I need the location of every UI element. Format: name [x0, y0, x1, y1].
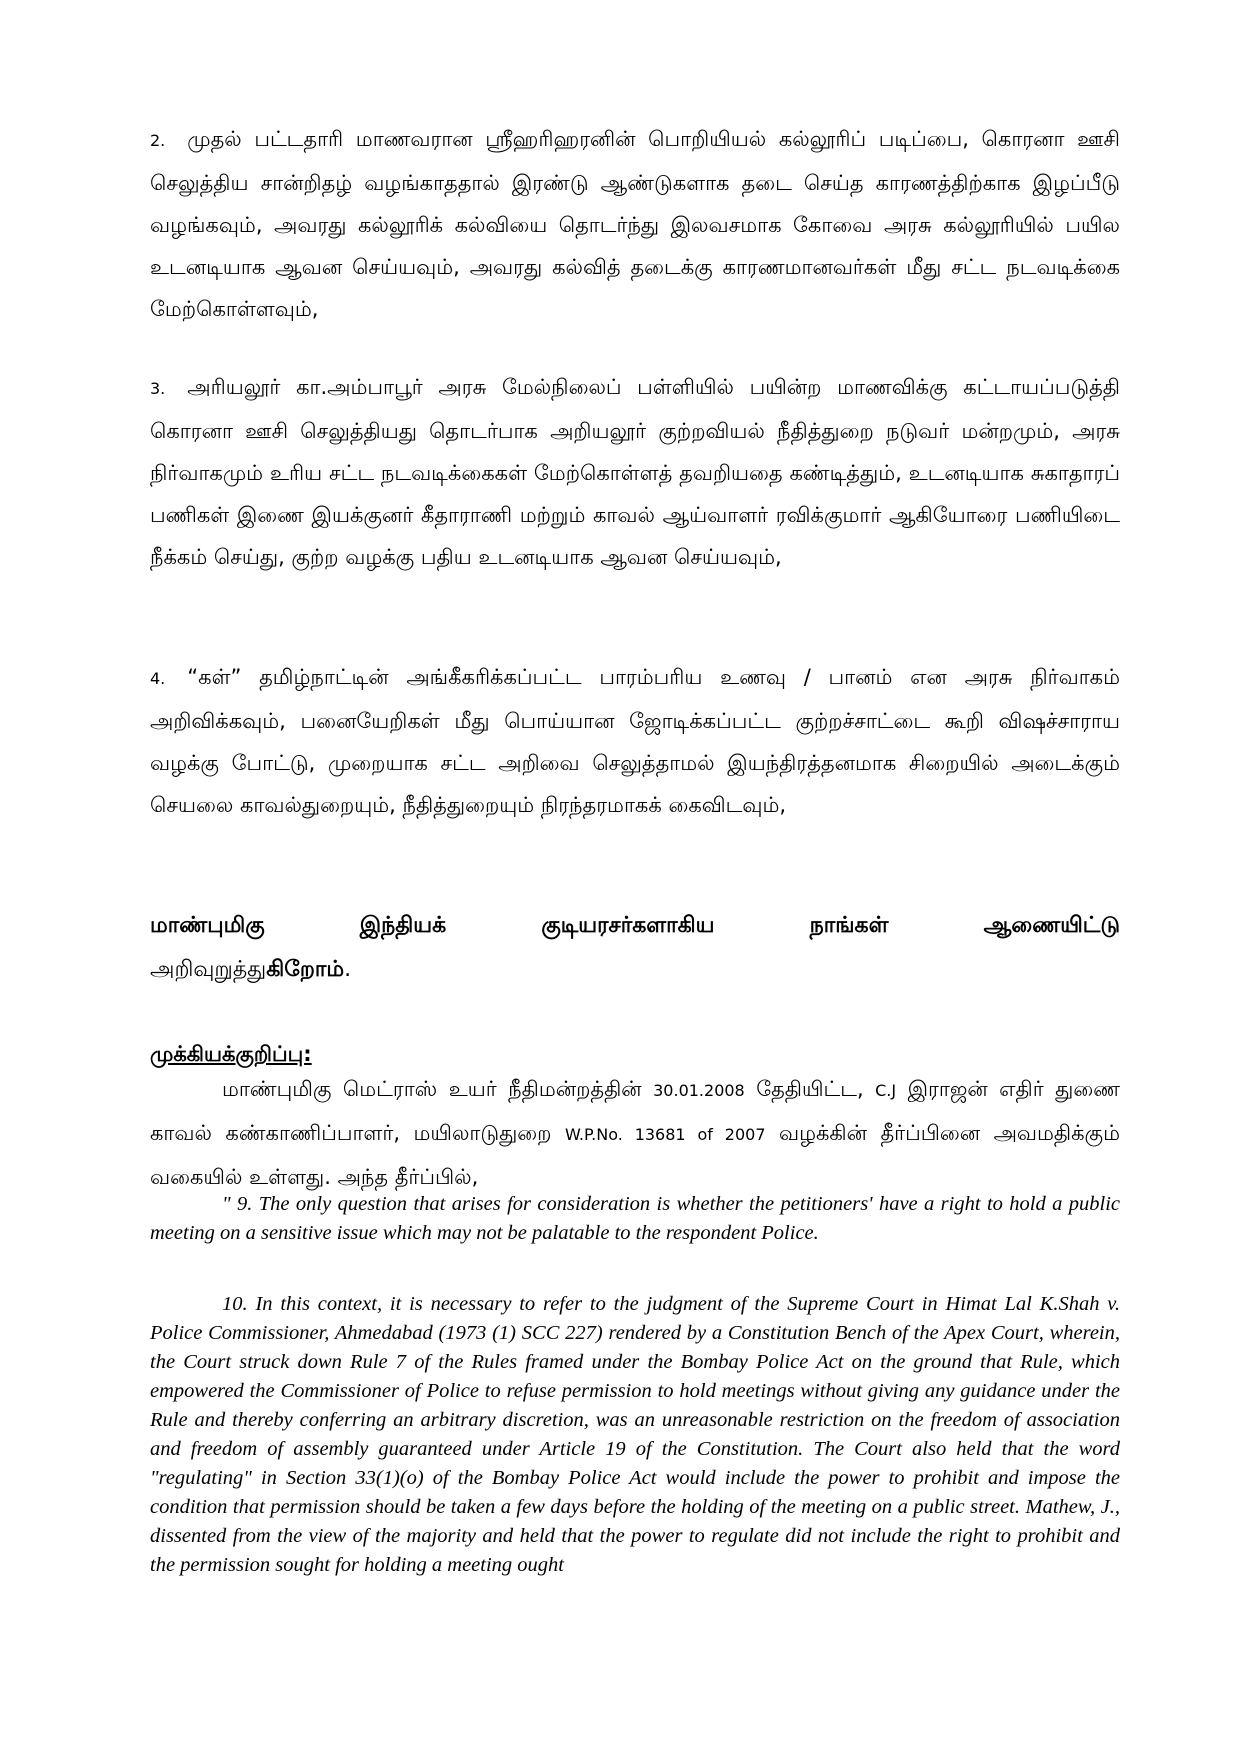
note-case-number: W.P.No. 13681 of 2007	[564, 1125, 766, 1144]
declaration	[150, 904, 1120, 992]
declaration-word: இந்தியக்	[359, 913, 447, 938]
declaration-word: அறிவுறுத்து	[150, 957, 267, 982]
declaration-word: நாங்கள்	[809, 913, 889, 938]
item-number: 3.	[150, 379, 166, 398]
declaration-word: குடியரசர்களாகிய	[541, 913, 715, 938]
declaration-bold-suffix: கிறோம்	[266, 957, 345, 982]
paragraph-text: “கள்” தமிழ்நாட்டின் அங்கீகரிக்கப்பட்ட பாரம்பரிய உணவு / பானம் என அரசு நிர்வாகம் அறிவிக்கவும், பனையேறிகள் மீது பொய்யான ஜோடிக்கப்பட்ட குற்றச்சாட்டை கூறி விஷச்சாராய வழக்கு போட்டு, முறையாக சட்ட அறிவை செலுத்தாமல் இயந்திரத்தனமாக சிறையில் அடைக்கும் செயலை காவல்துறையும், நீதித்துறையும் நிரந்தரமாகக் கைவிடவும்,	[150, 665, 1120, 817]
declaration-line-2	[150, 948, 1120, 992]
quote-text: 10. In this context, it is necessary to refer to the judgment of the Supreme Court in Himat Lal K.Shah v. Police Commissioner, Ahmedabad (1973 (1) SCC 227) rendered by a Constitution Bench of the Apex Court, wherein, the Court struck down Rule 7 of the Rules framed under the Bombay Police Act on the ground that Rule, which empowered the Commissioner of Police to refuse permission to hold meetings without giving any guidance under the Rule and thereby conferring an arbitrary discretion, was an unreasonable restriction on the freedom of association and freedom of assembly guaranteed under Article 19 of the Constitution. The Court also held that the word "regulating" in Section 33(1)(o) of the Bombay Police Act would include the power to prohibit and impose the condition that permission should be taken a few days before the holding of the meeting on a public street. Mathew, J., dissented from the view of the majority and held that the power to regulate did not include the right to prohibit and the permission sought for holding a meeting ought	[150, 1293, 1120, 1576]
declaration-word: மாண்புமிகு	[150, 913, 265, 938]
note-text: மாண்புமிகு மெட்ராஸ் உயர் நீதிமன்றத்தின்	[222, 1077, 654, 1101]
declaration-period: .	[344, 957, 352, 982]
note-date: 30.01.2008	[653, 1081, 745, 1100]
paragraph-item-3	[150, 366, 1120, 578]
paragraph-text: முதல் பட்டதாரி மாணவரான ஸ்ரீஹரிஹரனின் பொறியியல் கல்லூரிப் படிப்பை, கொரனா ஊசி செலுத்திய சான்றிதழ் வழங்காததால் இரண்டு ஆண்டுகளாக தடை செய்த காரணத்திற்காக இழப்பீடு வழங்கவும், அவரது கல்லூரிக் கல்வியை தொடர்ந்து இலவசமாக கோவை அரசு கல்லூரியில் பயில உடனடியாக ஆவன செய்யவும், அவரது கல்வித் தடைக்கு காரணமானவர்கள் மீது சட்ட நடவடிக்கை மேற்கொள்ளவும்,	[150, 127, 1120, 321]
note-text: தேதியிட்ட,	[744, 1077, 876, 1101]
note-text: இராஜன் எதிர் துணை காவல் கண்காணிப்பாளர், மயிலாடுதுறை	[150, 1077, 1120, 1145]
declaration-word: ஆணையிட்டு	[983, 913, 1120, 938]
paragraph-item-2	[150, 118, 1120, 330]
declaration-line-1	[150, 904, 1120, 948]
note-heading: முக்கியக்குறிப்பு:	[150, 1042, 312, 1066]
note-text: வழக்கின் தீர்ப்பினை அவமதிக்கும் வகையில் உள்ளது. அந்த தீர்ப்பில்,	[150, 1121, 1120, 1189]
paragraph-text: அரியலூர் கா.அம்பாபூர் அரசு மேல்நிலைப் பள்ளியில் பயின்ற மாணவிக்கு கட்டாயப்படுத்தி கொரனா ஊசி செலுத்தியது தொடர்பாக அறியலூர் குற்றவியல் நீதித்துறை நடுவர் மன்றமும், அரசு நிர்வாகமும் உரிய சட்ட நடவடிக்கைகள் மேற்கொள்ளத் தவறியதை கண்டித்தும், உடனடியாக சுகாதாரப் பணிகள் இணை இயக்குனர் கீதாராணி மற்றும் காவல் ஆய்வாளர் ரவிக்குமார் ஆகியோரை பணியிடை நீக்கம் செய்து, குற்ற வழக்கு பதிய உடனடியாக ஆவன செய்யவும்,	[150, 375, 1120, 569]
item-number: 4.	[150, 669, 166, 688]
note-cj: C.J	[875, 1081, 897, 1100]
item-number: 2.	[150, 131, 166, 150]
quote-paragraph-9	[150, 1190, 1120, 1248]
paragraph-item-4	[150, 656, 1120, 826]
note-paragraph	[150, 1068, 1120, 1198]
quote-text: " 9. The only question that arises for consideration is whether the petitioners' have a right to hold a public meeting on a sensitive issue which may not be palatable to the respondent Police.	[150, 1193, 1120, 1244]
quote-paragraph-10	[150, 1290, 1120, 1580]
